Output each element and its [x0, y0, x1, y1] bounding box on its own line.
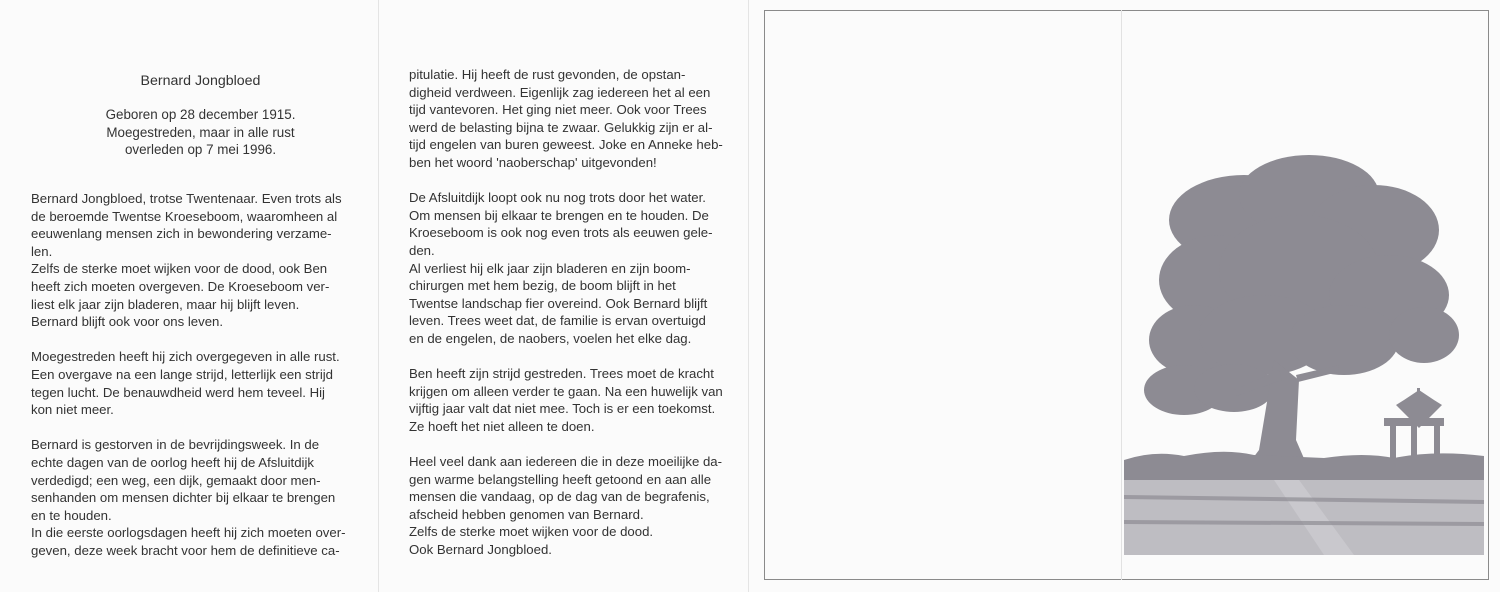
- death-line: overleden op 7 mei 1996.: [124, 142, 277, 158]
- text-line: tijd vantevoren. Het ging niet meer. Ook voor Trees: [409, 102, 707, 118]
- text-line: Twentse landschap fier overeind. Ook Bernard blijft: [409, 295, 708, 311]
- text-line: werd de belasting bijna te zwaar. Gelukkig zijn er al-: [409, 119, 713, 135]
- text-line: mensen die vandaag, op de dag van de begrafenis,: [409, 489, 710, 505]
- text-line: liest elk jaar zijn bladeren, maar hij blijft leven.: [31, 296, 300, 312]
- text-line: senhanden om mensen dichter bij elkaar te brengen: [31, 490, 336, 506]
- text-line: den.: [409, 242, 435, 258]
- dates-block: [31, 106, 370, 159]
- left-text-column: [31, 190, 370, 577]
- text-line: len.: [31, 243, 53, 259]
- text-line: Kroeseboom is ook nog even trots als eeuwen gele-: [409, 225, 713, 241]
- text-line: vijftig jaar valt dat niet mee. Toch is er een toekomst.: [409, 401, 716, 417]
- left-paragraph: [31, 190, 370, 331]
- text-line: afscheid hebben genomen van Bernard.: [409, 506, 644, 522]
- text-line: gen warme belangstelling heeft getoond en aan alle: [409, 471, 712, 487]
- text-line: echte dagen van de oorlog heeft hij de Afsluitdijk: [31, 454, 314, 470]
- text-line: In die eerste oorlogsdagen heeft hij zich moeten over-: [31, 525, 346, 541]
- left-paragraph: [31, 436, 370, 559]
- text-line: Ben heeft zijn strijd gestreden. Trees moet de kracht: [409, 366, 714, 382]
- text-line: Ze hoeft het niet alleen te doen.: [409, 418, 595, 434]
- text-line: Bernard is gestorven in de bevrijdingsweek. In de: [31, 437, 320, 453]
- text-line: krijgen om alleen verder te gaan. Na een huwelijk van: [409, 383, 723, 399]
- right-paragraph: [409, 189, 715, 347]
- text-line: ben het woord 'naoberschap' uitgevonden!: [409, 154, 657, 170]
- oak-tree-with-chapel-icon: [1124, 150, 1484, 555]
- text-line: Een overgave na een lange strijd, letterlijk een strijd: [31, 366, 334, 382]
- cover-fold: [1121, 10, 1122, 580]
- text-line: leven. Trees weet dat, de familie is ervan overtuigd: [409, 313, 706, 329]
- right-paragraph: [409, 365, 723, 435]
- text-line: verdedigd; een weg, een dijk, gemaakt door men-: [31, 472, 321, 488]
- text-line: Zelfs de sterke moet wijken voor de dood.: [409, 524, 654, 540]
- text-line: tijd engelen van buren geweest. Joke en Anneke heb-: [409, 137, 723, 153]
- text-line: pitulatie. Hij heeft de rust gevonden, de opstan-: [409, 67, 686, 82]
- right-paragraph: [409, 453, 723, 559]
- birth-line: Geboren op 28 december 1915.: [105, 107, 296, 122]
- text-line: heeft zich moeten overgeven. De Kroeseboom ver-: [31, 278, 330, 294]
- rest-line: Moegestreden, maar in alle rust: [106, 124, 295, 140]
- page-fold-1: [378, 0, 379, 592]
- right-text-column: [409, 66, 723, 576]
- text-line: chirurgen met hem bezig, de boom blijft in het: [409, 278, 676, 294]
- text-line: eeuwenlang mensen zich in bewondering verzame-: [31, 226, 332, 242]
- text-line: Zelfs de sterke moet wijken voor de dood, ook Ben: [31, 261, 328, 277]
- page-fold-2: [748, 0, 749, 592]
- text-line: Bernard Jongbloed, trotse Twentenaar. Even trots als: [31, 191, 342, 206]
- deceased-name-heading: Bernard Jongbloed: [140, 73, 261, 89]
- text-line: Al verliest hij elk jaar zijn bladeren en zijn boom-: [409, 260, 691, 276]
- text-line: de beroemde Twentse Kroeseboom, waaromheen al: [31, 208, 338, 224]
- text-line: De Afsluitdijk loopt ook nu nog trots door het water.: [409, 190, 706, 206]
- text-line: Heel veel dank aan iedereen die in deze moeilijke da-: [409, 454, 723, 470]
- text-line: tegen lucht. De benauwdheid werd hem teveel. Hij: [31, 384, 325, 400]
- text-line: Ook Bernard Jongbloed.: [409, 542, 552, 558]
- text-line: digheid verdween. Eigenlijk zag iedereen het al een: [409, 84, 711, 100]
- text-line: en te houden.: [31, 507, 112, 523]
- text-line: Bernard blijft ook voor ons leven.: [31, 314, 224, 330]
- text-line: geven, deze week bracht voor hem de definitieve ca-: [31, 542, 340, 558]
- right-paragraph: [409, 66, 723, 172]
- text-line: kon niet meer.: [31, 402, 114, 418]
- text-line: en de engelen, de naobers, voelen het elke dag.: [409, 330, 692, 346]
- left-paragraph: [31, 348, 370, 418]
- text-line: Om mensen bij elkaar te brengen en te houden. De: [409, 207, 709, 223]
- text-line: Moegestreden heeft hij zich overgegeven in alle rust.: [31, 349, 340, 365]
